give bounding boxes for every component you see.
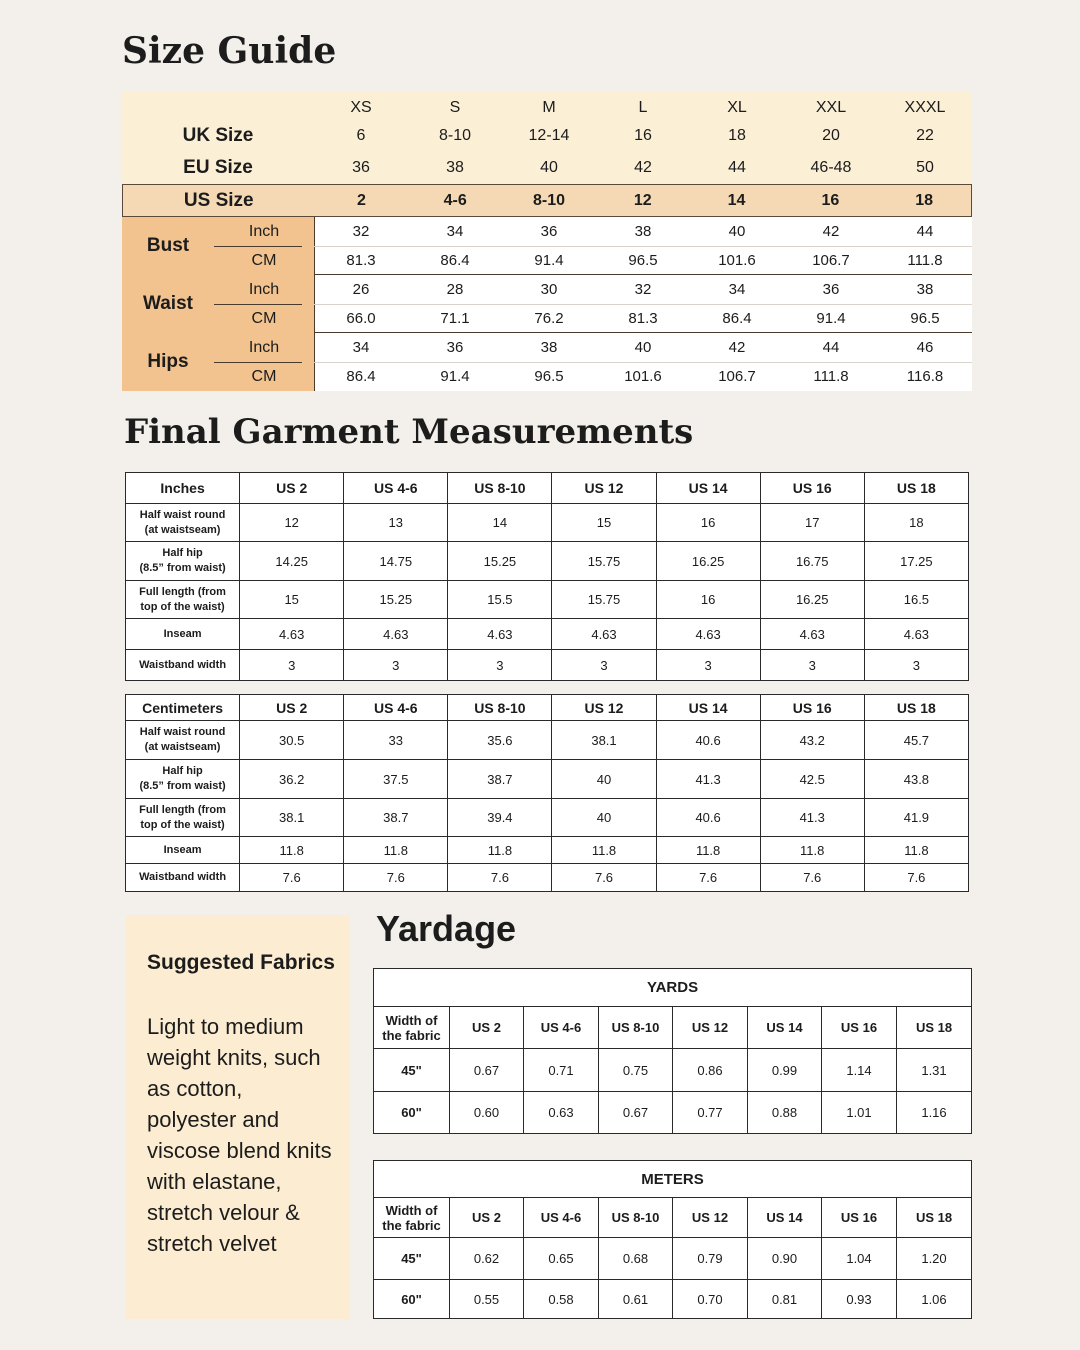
measure-value: 26 bbox=[352, 281, 370, 298]
table-row bbox=[374, 1280, 972, 1319]
table-cell: 3 bbox=[240, 650, 344, 681]
size-header: US 16 bbox=[760, 695, 864, 721]
table-cell: 7.6 bbox=[240, 864, 344, 892]
meters-table bbox=[373, 1160, 972, 1319]
corner-label: Width of the fabric bbox=[374, 1007, 450, 1049]
yards-table bbox=[373, 968, 972, 1134]
bust-measurement-block bbox=[122, 217, 972, 275]
table-cell: 16.25 bbox=[760, 581, 864, 619]
measure-value: 36 bbox=[822, 281, 840, 298]
measure-value: 30 bbox=[540, 281, 558, 298]
measure-value: 106.7 bbox=[718, 368, 756, 385]
table-cell: 40.6 bbox=[656, 721, 760, 760]
letter-size: XS bbox=[350, 98, 372, 116]
size-header: US 12 bbox=[673, 1007, 748, 1049]
table-row bbox=[374, 1049, 972, 1092]
table-row bbox=[126, 721, 969, 760]
table-cell: 43.2 bbox=[760, 721, 864, 760]
table-cell: 3 bbox=[552, 650, 656, 681]
table-header-row bbox=[126, 695, 969, 721]
measure-value: 91.4 bbox=[534, 252, 564, 269]
table-cell: 12 bbox=[240, 504, 344, 542]
eu-size-label: EU Size bbox=[183, 156, 253, 178]
measure-value: 101.6 bbox=[718, 252, 756, 269]
table-cell: 11.8 bbox=[552, 837, 656, 864]
table-cell: 36.2 bbox=[240, 760, 344, 799]
page-title: Size Guide bbox=[122, 30, 337, 72]
size-header: US 2 bbox=[240, 695, 344, 721]
measure-value: 38 bbox=[634, 223, 652, 240]
table-cell: 38.1 bbox=[552, 721, 656, 760]
uk-size-value: 8-10 bbox=[438, 126, 472, 144]
table-row bbox=[126, 504, 969, 542]
us-size-value: 8-10 bbox=[532, 191, 566, 209]
measure-value: 96.5 bbox=[910, 310, 940, 327]
size-header: US 14 bbox=[748, 1198, 822, 1238]
table-cell: 14.75 bbox=[344, 542, 448, 581]
row-label: Half waist round (at waistseam) bbox=[126, 504, 240, 542]
table-cell: 16 bbox=[656, 504, 760, 542]
measure-value: 96.5 bbox=[534, 368, 564, 385]
table-cell: 7.6 bbox=[656, 864, 760, 892]
measure-value: 32 bbox=[352, 223, 370, 240]
uk-size-value: 6 bbox=[356, 126, 366, 144]
inches-table bbox=[125, 472, 969, 681]
cm-values-row bbox=[314, 362, 972, 391]
eu-size-value: 42 bbox=[634, 158, 652, 176]
size-header: US 2 bbox=[450, 1007, 524, 1049]
unit-label: Inch bbox=[248, 338, 280, 356]
table-cell: 0.67 bbox=[450, 1049, 524, 1092]
table-cell: 15.25 bbox=[344, 581, 448, 619]
size-header: US 16 bbox=[760, 473, 864, 504]
size-header: US 8-10 bbox=[599, 1198, 673, 1238]
row-label: Waistband width bbox=[126, 864, 240, 892]
us-size-value: 18 bbox=[915, 191, 934, 209]
table-cell: 11.8 bbox=[656, 837, 760, 864]
eu-size-value: 44 bbox=[728, 158, 746, 176]
uk-size-row bbox=[122, 120, 972, 151]
row-label: 45" bbox=[374, 1238, 450, 1280]
table-cell: 0.70 bbox=[673, 1280, 748, 1319]
table-cell: 39.4 bbox=[448, 799, 552, 837]
table-cell: 1.01 bbox=[822, 1092, 897, 1134]
measure-value: 101.6 bbox=[624, 368, 662, 385]
us-size-value: 16 bbox=[821, 191, 840, 209]
table-caption-row bbox=[374, 1161, 972, 1198]
table-cell: 11.8 bbox=[760, 837, 864, 864]
size-header: US 12 bbox=[552, 473, 656, 504]
table-cell: 40.6 bbox=[656, 799, 760, 837]
letter-size: S bbox=[449, 98, 461, 116]
row-label: Full length (from top of the waist) bbox=[126, 581, 240, 619]
table-row bbox=[126, 864, 969, 892]
table-cell: 16 bbox=[656, 581, 760, 619]
unit-label: CM bbox=[251, 251, 277, 269]
table-cell: 0.61 bbox=[599, 1280, 673, 1319]
table-cell: 15.75 bbox=[552, 542, 656, 581]
measure-value: 44 bbox=[822, 339, 840, 356]
table-cell: 1.04 bbox=[822, 1238, 897, 1280]
meters-caption: METERS bbox=[374, 1161, 972, 1198]
letter-size-row bbox=[122, 92, 972, 123]
letter-size: XL bbox=[727, 98, 747, 116]
table-cell: 40 bbox=[552, 799, 656, 837]
unit-label: CM bbox=[251, 367, 277, 385]
cm-values-row bbox=[314, 304, 972, 333]
centimeters-table bbox=[125, 694, 969, 892]
eu-size-value: 40 bbox=[540, 158, 558, 176]
table-row bbox=[374, 1238, 972, 1280]
eu-size-value: 36 bbox=[352, 158, 370, 176]
measure-value: 34 bbox=[728, 281, 746, 298]
table-cell: 14 bbox=[448, 504, 552, 542]
table-cell: 0.68 bbox=[599, 1238, 673, 1280]
measure-value: 81.3 bbox=[628, 310, 658, 327]
table-cell: 42.5 bbox=[760, 760, 864, 799]
table-cell: 0.86 bbox=[673, 1049, 748, 1092]
measurement-name: Waist bbox=[143, 293, 193, 314]
table-row bbox=[126, 799, 969, 837]
table-cell: 14.25 bbox=[240, 542, 344, 581]
table-cell: 0.60 bbox=[450, 1092, 524, 1134]
uk-size-label: UK Size bbox=[182, 124, 254, 146]
table-cell: 7.6 bbox=[344, 864, 448, 892]
table-cell: 7.6 bbox=[760, 864, 864, 892]
table-caption-row bbox=[374, 969, 972, 1007]
measure-value: 116.8 bbox=[906, 368, 944, 385]
table-cell: 4.63 bbox=[864, 619, 968, 650]
measure-value: 71.1 bbox=[440, 310, 470, 327]
table-cell: 16.75 bbox=[760, 542, 864, 581]
us-size-value: 2 bbox=[356, 191, 366, 209]
size-header: US 18 bbox=[864, 695, 968, 721]
yards-caption: YARDS bbox=[374, 969, 972, 1007]
table-cell: 11.8 bbox=[448, 837, 552, 864]
size-header: US 8-10 bbox=[448, 473, 552, 504]
table-header-row bbox=[374, 1007, 972, 1049]
table-cell: 3 bbox=[864, 650, 968, 681]
size-header: US 14 bbox=[656, 695, 760, 721]
final-measurements-title: Final Garment Measurements bbox=[124, 412, 694, 452]
eu-size-value: 50 bbox=[916, 158, 934, 176]
measure-value: 111.8 bbox=[813, 368, 849, 385]
row-label: 60" bbox=[374, 1092, 450, 1134]
row-label: Half hip (8.5” from waist) bbox=[126, 542, 240, 581]
row-label: Half hip (8.5” from waist) bbox=[126, 760, 240, 799]
table-cell: 3 bbox=[344, 650, 448, 681]
measure-value: 38 bbox=[916, 281, 934, 298]
uk-size-value: 20 bbox=[822, 126, 840, 144]
row-label: Inseam bbox=[126, 619, 240, 650]
table-cell: 4.63 bbox=[240, 619, 344, 650]
table-cell: 7.6 bbox=[864, 864, 968, 892]
size-header: US 2 bbox=[450, 1198, 524, 1238]
table-cell: 16.5 bbox=[864, 581, 968, 619]
table-cell: 15.75 bbox=[552, 581, 656, 619]
table-cell: 45.7 bbox=[864, 721, 968, 760]
size-header: US 4-6 bbox=[344, 473, 448, 504]
table-cell: 4.63 bbox=[552, 619, 656, 650]
table-cell: 7.6 bbox=[552, 864, 656, 892]
table-cell: 15.5 bbox=[448, 581, 552, 619]
table-row bbox=[126, 760, 969, 799]
measure-value: 42 bbox=[822, 223, 840, 240]
table-cell: 41.9 bbox=[864, 799, 968, 837]
eu-size-value: 46-48 bbox=[810, 158, 852, 176]
table-cell: 0.90 bbox=[748, 1238, 822, 1280]
letter-size: L bbox=[638, 98, 648, 116]
uk-size-value: 18 bbox=[728, 126, 746, 144]
us-size-value: 14 bbox=[727, 191, 746, 209]
table-cell: 15 bbox=[552, 504, 656, 542]
table-cell: 40 bbox=[552, 760, 656, 799]
table-cell: 0.81 bbox=[748, 1280, 822, 1319]
size-header: US 16 bbox=[822, 1007, 897, 1049]
table-row bbox=[126, 542, 969, 581]
uk-size-value: 12-14 bbox=[528, 126, 570, 144]
us-size-row bbox=[122, 184, 972, 217]
table-cell: 33 bbox=[344, 721, 448, 760]
table-cell: 0.79 bbox=[673, 1238, 748, 1280]
table-cell: 0.67 bbox=[599, 1092, 673, 1134]
table-cell: 0.77 bbox=[673, 1092, 748, 1134]
measurement-name: Hips bbox=[147, 351, 189, 372]
table-cell: 38.1 bbox=[240, 799, 344, 837]
hips-measurement-block bbox=[122, 333, 972, 391]
measure-value: 86.4 bbox=[722, 310, 752, 327]
table-cell: 0.93 bbox=[822, 1280, 897, 1319]
size-header: US 4-6 bbox=[344, 695, 448, 721]
waist-measurement-block bbox=[122, 275, 972, 333]
us-size-label: US Size bbox=[183, 189, 254, 211]
measure-value: 36 bbox=[446, 339, 464, 356]
yardage-title: Yardage bbox=[376, 908, 517, 949]
corner-label: Centimeters bbox=[126, 695, 240, 721]
suggested-fabrics-box bbox=[126, 915, 349, 1319]
letter-size: M bbox=[542, 98, 556, 116]
row-label: Half waist round (at waistseam) bbox=[126, 721, 240, 760]
row-label: Inseam bbox=[126, 837, 240, 864]
measure-value: 32 bbox=[634, 281, 652, 298]
measure-value: 42 bbox=[728, 339, 746, 356]
table-cell: 0.62 bbox=[450, 1238, 524, 1280]
table-cell: 1.20 bbox=[897, 1238, 972, 1280]
inch-values-row bbox=[314, 275, 972, 304]
table-cell: 4.63 bbox=[344, 619, 448, 650]
table-header-row bbox=[126, 473, 969, 504]
measure-value: 86.4 bbox=[346, 368, 376, 385]
table-cell: 43.8 bbox=[864, 760, 968, 799]
measure-value: 86.4 bbox=[440, 252, 470, 269]
size-header: US 16 bbox=[822, 1198, 897, 1238]
table-cell: 3 bbox=[448, 650, 552, 681]
row-label: 60" bbox=[374, 1280, 450, 1319]
measure-value: 44 bbox=[916, 223, 934, 240]
table-cell: 13 bbox=[344, 504, 448, 542]
table-cell: 1.16 bbox=[897, 1092, 972, 1134]
size-header: US 8-10 bbox=[448, 695, 552, 721]
table-cell: 4.63 bbox=[656, 619, 760, 650]
table-cell: 3 bbox=[760, 650, 864, 681]
table-cell: 3 bbox=[656, 650, 760, 681]
table-cell: 35.6 bbox=[448, 721, 552, 760]
measure-value: 91.4 bbox=[440, 368, 470, 385]
measure-value: 36 bbox=[540, 223, 558, 240]
table-cell: 0.99 bbox=[748, 1049, 822, 1092]
uk-size-value: 22 bbox=[916, 126, 934, 144]
table-cell: 18 bbox=[864, 504, 968, 542]
measure-value: 66.0 bbox=[346, 310, 376, 327]
corner-label: Inches bbox=[126, 473, 240, 504]
table-cell: 0.55 bbox=[450, 1280, 524, 1319]
size-header: US 18 bbox=[897, 1198, 972, 1238]
table-cell: 41.3 bbox=[760, 799, 864, 837]
size-header: US 12 bbox=[673, 1198, 748, 1238]
row-label: 45" bbox=[374, 1049, 450, 1092]
table-cell: 17.25 bbox=[864, 542, 968, 581]
measure-value: 96.5 bbox=[628, 252, 658, 269]
size-header: US 8-10 bbox=[599, 1007, 673, 1049]
table-cell: 11.8 bbox=[864, 837, 968, 864]
size-guide-table bbox=[122, 92, 972, 391]
us-size-value: 4-6 bbox=[443, 191, 467, 209]
table-cell: 17 bbox=[760, 504, 864, 542]
row-label: Full length (from top of the waist) bbox=[126, 799, 240, 837]
table-cell: 0.65 bbox=[524, 1238, 599, 1280]
table-cell: 30.5 bbox=[240, 721, 344, 760]
measure-value: 76.2 bbox=[534, 310, 564, 327]
table-cell: 15 bbox=[240, 581, 344, 619]
table-cell: 0.75 bbox=[599, 1049, 673, 1092]
table-cell: 1.14 bbox=[822, 1049, 897, 1092]
eu-size-row bbox=[122, 152, 972, 183]
table-cell: 1.06 bbox=[897, 1280, 972, 1319]
table-cell: 16.25 bbox=[656, 542, 760, 581]
measure-value: 106.7 bbox=[812, 252, 850, 269]
cm-values-row bbox=[314, 246, 972, 275]
table-cell: 41.3 bbox=[656, 760, 760, 799]
measure-value: 34 bbox=[352, 339, 370, 356]
uk-size-value: 16 bbox=[634, 126, 652, 144]
measure-value: 81.3 bbox=[346, 252, 376, 269]
fabrics-title: Suggested Fabrics bbox=[147, 951, 335, 974]
measure-value: 38 bbox=[540, 339, 558, 356]
size-header: US 4-6 bbox=[524, 1007, 599, 1049]
letter-size: XXL bbox=[815, 98, 847, 116]
fabrics-description: Light to medium weight knits, such as cotton, polyester and viscose blend knits with elastane, stretch velour & stretch velvet bbox=[147, 1014, 332, 1256]
measurement-name: Bust bbox=[146, 235, 190, 256]
row-label: Waistband width bbox=[126, 650, 240, 681]
unit-label: Inch bbox=[248, 280, 280, 298]
size-header: US 4-6 bbox=[524, 1198, 599, 1238]
table-row bbox=[126, 650, 969, 681]
table-cell: 15.25 bbox=[448, 542, 552, 581]
table-cell: 11.8 bbox=[240, 837, 344, 864]
table-cell: 0.58 bbox=[524, 1280, 599, 1319]
table-row bbox=[126, 619, 969, 650]
measure-value: 40 bbox=[728, 223, 746, 240]
measure-value: 34 bbox=[446, 223, 464, 240]
table-header-row bbox=[374, 1198, 972, 1238]
table-cell: 0.63 bbox=[524, 1092, 599, 1134]
table-cell: 0.88 bbox=[748, 1092, 822, 1134]
measure-value: 111.8 bbox=[907, 252, 943, 269]
us-size-value: 12 bbox=[633, 191, 652, 209]
table-row bbox=[126, 837, 969, 864]
letter-size: XXXL bbox=[904, 98, 946, 116]
measure-value: 40 bbox=[634, 339, 652, 356]
table-cell: 11.8 bbox=[344, 837, 448, 864]
table-cell: 7.6 bbox=[448, 864, 552, 892]
size-header: US 14 bbox=[748, 1007, 822, 1049]
table-row bbox=[126, 581, 969, 619]
size-header: US 18 bbox=[897, 1007, 972, 1049]
table-cell: 38.7 bbox=[448, 760, 552, 799]
table-cell: 4.63 bbox=[760, 619, 864, 650]
corner-label: Width of the fabric bbox=[374, 1198, 450, 1238]
table-row bbox=[374, 1092, 972, 1134]
size-header: US 18 bbox=[864, 473, 968, 504]
measure-value: 46 bbox=[916, 339, 934, 356]
size-header: US 12 bbox=[552, 695, 656, 721]
table-cell: 4.63 bbox=[448, 619, 552, 650]
table-cell: 37.5 bbox=[344, 760, 448, 799]
unit-label: Inch bbox=[248, 222, 280, 240]
size-header: US 2 bbox=[240, 473, 344, 504]
table-cell: 1.31 bbox=[897, 1049, 972, 1092]
inch-values-row bbox=[314, 217, 972, 246]
eu-size-value: 38 bbox=[446, 158, 464, 176]
measure-value: 28 bbox=[446, 281, 464, 298]
unit-label: CM bbox=[251, 309, 277, 327]
inch-values-row bbox=[314, 333, 972, 362]
table-cell: 38.7 bbox=[344, 799, 448, 837]
measure-value: 91.4 bbox=[816, 310, 846, 327]
table-cell: 0.71 bbox=[524, 1049, 599, 1092]
size-header: US 14 bbox=[656, 473, 760, 504]
